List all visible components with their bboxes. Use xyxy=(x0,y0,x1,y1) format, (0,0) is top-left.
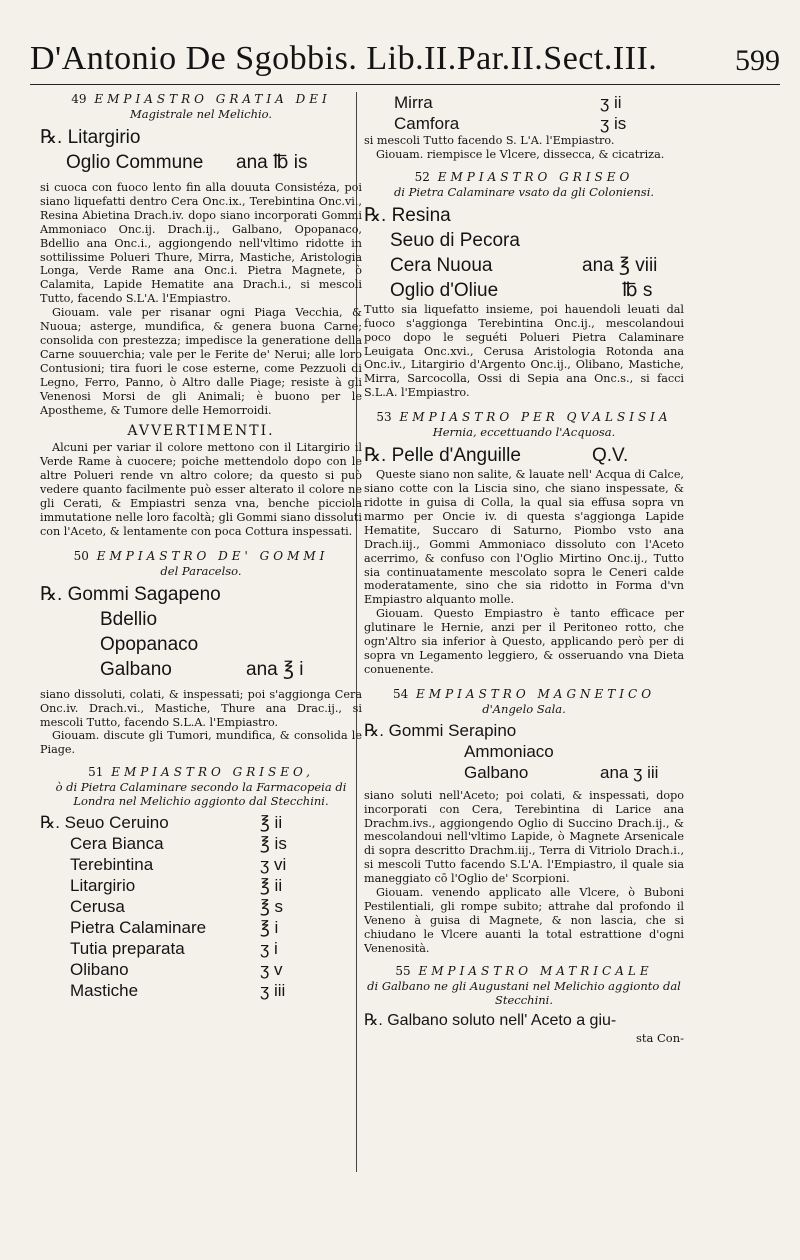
recipe-text: Queste siano non salite, & lauate nell' Acqua di Calce, siano cotte con la Liscia sino, che siano inspessate, & ridotte in guisa di Colla, la qual sia effusa sopra vn marmo per Oncie iv. di questa s'aggionga Lapide Hematite, Succaro di Saturno, Piombo vsto ana Drach.iij., Gommi Ammoniaco dissoluto con l'Aceto acerrimo, & confuso con l'Oglio Mirtino Onc.ij., Tutto sia continuatamente mescolato sopra le Ceneri calde moderatamente, sino che sia ridotto in Forma d'vn Empiastro alquanto molle. xyxy=(364,468,684,607)
recipe-number: 50 xyxy=(73,548,89,563)
recipe-heading xyxy=(364,687,684,702)
recipe-52 xyxy=(364,170,684,400)
recipe-heading xyxy=(40,765,362,780)
ingredient-name: Galbano xyxy=(100,658,172,680)
ingredient-name: ℞. Resina xyxy=(364,204,451,226)
ingredient-name: Galbano xyxy=(464,762,529,782)
recipe-virtues: Giouam. Questo Empiastro è tanto efficace per glutinare le Hernie, anzi per il Peritoneo rotto, che ogn'Altro sia inferior à Questo, applicando però per di sopra vn Legamento leggiero, & osseruando vna Dieta conuenente. xyxy=(364,607,684,676)
avvertimenti-title: AVVERTIMENTI. xyxy=(127,423,275,440)
ingredient-quantity: ʒ vi xyxy=(260,855,287,875)
recipe-49 xyxy=(40,92,362,417)
recipe-subheading: ò di Pietra Calaminare secondo la Farmacopeia di Londra nel Melichio aggionto dal Stecchini. xyxy=(55,780,347,809)
recipe-title: EMPIASTRO MAGNETICO xyxy=(416,686,656,701)
ingredient-name: Terebintina xyxy=(70,855,154,875)
ingredient-quantity: ʒ i xyxy=(260,939,278,959)
ingredient-line xyxy=(40,875,362,896)
recipe-number: 51 xyxy=(88,765,104,780)
ingredient-quantity: ℥ i xyxy=(260,918,279,938)
recipe-title: EMPIASTRO DE' GOMMI xyxy=(96,548,329,563)
recipe-text: siano dissoluti, colati, & inspessati; poi s'aggionga Cera Onc.iv. Drach.vi., Mastiche, Thure ana Drac.ij., si mescoli Tutto, facendo S.L.A. l'Empiastro. xyxy=(40,687,362,729)
recipe-title: EMPIASTRO PER QVALSISIA xyxy=(399,410,672,425)
ingredient-name: Olibano xyxy=(70,960,129,980)
ingredient-name: Seuo di Pecora xyxy=(390,229,520,251)
ingredient-line xyxy=(40,607,362,632)
ingredient-line xyxy=(364,92,684,113)
ingredient-name: Tutia preparata xyxy=(70,939,185,959)
ingredient-name: ℞. Litargirio xyxy=(40,127,141,148)
ingredient-name: Camfora xyxy=(394,114,460,133)
ingredient-line xyxy=(40,833,362,854)
recipe-heading xyxy=(364,410,684,425)
recipe-text: Tutto sia liquefatto insieme, poi hauendoli leuati dal fuoco s'aggionga Terebintina Onc.ij., mescolandoui poco dopo le seguéti Polueri Pietra Calaminare Leuigata Onc.xvi., Cerusa Aristologia Rotonda ana Onc.iv., Litargirio d'Argento Onc.ij., Olibano, Mastiche, Mirra, Sarcocolla, Ossi di Sepia ana Onc.s., si facci S.L.A. l'Empiastro. xyxy=(364,302,684,400)
ingredient-line xyxy=(40,854,362,875)
recipe-virtues: Giouam. vale per risanar ogni Piaga Vecchia, & Nuoua; asterge, mundifica, & genera buona Carne; consolida con prestezza; impedisce la generatione della Carne souuerchia; vale per le Ferite de' Nerui; alle loro Contusioni; tira fuori le cose esterne, come Pezzuoli di Legno, Ferro, Panno, ò Altro dalle Piage; resiste à gli Venenosi Morsi de gli Animali; è buono per le Apostheme, & Tumore delle Hemorroidi. xyxy=(40,306,362,417)
avvertimenti-section xyxy=(40,423,362,538)
ingredient-name: Litargirio xyxy=(70,876,136,896)
ingredient-line xyxy=(40,657,362,682)
recipe-virtues: Giouam. discute gli Tumori, mundifica, & consolida le Piage. xyxy=(40,729,362,757)
ingredient-name: Cerusa xyxy=(70,897,125,917)
recipe-first-line: ℞. Galbano soluto nell' Aceto a giu- xyxy=(364,1011,617,1029)
ingredient-line xyxy=(40,917,362,938)
ingredient-line xyxy=(40,582,362,607)
recipe-title: EMPIASTRO GRATIA DEI xyxy=(94,92,331,106)
ingredient-quantity: ana ℔ is xyxy=(236,152,308,173)
ingredient-quantity: ℥ ii xyxy=(260,876,283,896)
running-header xyxy=(30,40,780,85)
ingredient-line xyxy=(364,278,684,303)
avvertimenti-text: Alcuni per variar il colore mettono con il Litargirio il Verde Rame à cuocere; poiche mettendolo dopo con le altre Polueri rende vn altro colore; da questo si può vedere quanto facilmente può esser alterato il colore ne gli Cerati, & Empiastri senza vna, benche picciola immutatione nelle loro facoltà; gli Gommi siano dissoluti con l'Aceto, & lentamente con poca Cottura inspessati. xyxy=(40,441,362,538)
ingredient-line xyxy=(364,253,684,278)
recipe-number: 49 xyxy=(71,92,87,106)
recipe-51-continued xyxy=(364,92,684,162)
recipe-text: siano soluti nell'Aceto; poi colati, & inspessati, dopo incorporati con Cera, Terebintina di Larice ana Drachm.ivs., aggiongendo Oglio di Succino Drach.ij., & mescolandoui nell'vltimo Lapide, ò Magnete Arsenicale di sopra descritto Drachm.iij., Terra di Vitriolo Drach.i., si mescoli Tutto facendo S.L'A. l'Empiastro, il quale sia maneggiato cō l'Oglio de' Scorpioni. xyxy=(364,788,684,886)
recipe-51 xyxy=(40,765,362,1001)
recipe-heading xyxy=(40,549,362,564)
recipe-50 xyxy=(40,549,362,758)
ingredient-line xyxy=(40,938,362,959)
ingredient-quantity: ℥ s xyxy=(260,897,284,917)
ingredient-name: Oglio d'Oliue xyxy=(390,279,499,301)
ingredient-line xyxy=(40,959,362,980)
ingredient-line xyxy=(364,443,684,468)
ingredient-line xyxy=(364,720,684,741)
ingredient-line xyxy=(40,980,362,1001)
ingredient-line xyxy=(364,762,684,783)
ingredient-name: Bdellio xyxy=(100,608,158,630)
ingredient-quantity: ana ℥ viii xyxy=(582,254,658,276)
recipe-subheading: Magistrale nel Melichio. xyxy=(129,107,273,121)
ingredient-name: Cera Bianca xyxy=(70,834,164,854)
recipe-number: 52 xyxy=(414,169,430,184)
running-title: D'Antonio De Sgobbis. Lib.II.Par.II.Sect.III. xyxy=(30,40,658,77)
ingredient-quantity: ana ℥ i xyxy=(246,658,304,680)
recipe-heading xyxy=(40,92,362,107)
ingredient-line xyxy=(40,896,362,917)
ingredient-line xyxy=(364,203,684,228)
recipe-virtues: Giouam. riempisce le Vlcere, dissecca, & cicatriza. xyxy=(376,147,665,161)
page-number: 599 xyxy=(735,44,780,77)
ingredient-line xyxy=(40,632,362,657)
ingredient-name: Pietra Calaminare xyxy=(70,918,207,938)
catchword: sta Con- xyxy=(635,1030,684,1045)
recipe-heading xyxy=(364,170,684,185)
ingredient-quantity: ʒ v xyxy=(260,960,283,980)
recipe-text: si cuoca con fuoco lento fin alla douuta Consistéza, poi siano liquefatti dentro Cera Onc.ix., Terebintina Onc.vi., Resina Abietina Drach.iv. dopo siano incorporati Gommi Ammoniaco Onc.ij. Drach.ij., Galbano, Opopanaco, Bdellio ana Onc.i., aggiongendo nell'vltimo ridotte in sottilissime Polueri Thure, Mirra, Mastiche, Aristologia Longa, Verde Rame ana Onc.i. Pietra Magnete, ò Calamita, Lapide Hematite ana Drach.i., si mescoli Tutto, facendo S.L'A. l'Empiastro. xyxy=(40,181,362,306)
recipe-number: 54 xyxy=(392,686,409,701)
ingredient-name: ℞. Gommi Sagapeno xyxy=(40,583,221,605)
recipe-subheading: del Paracelso. xyxy=(160,563,242,578)
ingredient-line xyxy=(364,228,684,253)
ingredient-name: Ammoniaco xyxy=(464,741,554,761)
ingredient-quantity: ʒ iii xyxy=(260,981,286,1001)
right-column xyxy=(364,92,684,1045)
left-column xyxy=(40,92,362,1001)
ingredient-name: ℞. Gommi Serapino xyxy=(364,720,517,740)
ingredient-name: Mastiche xyxy=(70,981,139,1001)
ingredient-quantity: ℔ s xyxy=(622,279,653,301)
ingredient-name: ℞. Seuo Ceruino xyxy=(40,813,169,833)
recipe-55 xyxy=(364,964,684,1045)
ingredient-name: Oglio Commune xyxy=(66,152,204,173)
recipe-title: EMPIASTRO MATRICALE xyxy=(418,963,653,978)
ingredient-quantity: ℥ ii xyxy=(260,813,283,833)
ingredient-quantity: ʒ is xyxy=(600,114,627,133)
recipe-subheading: di Pietra Calaminare vsato da gli Coloniensi. xyxy=(393,184,655,199)
ingredient-quantity: Q.V. xyxy=(592,445,629,467)
recipe-virtues: Giouam. venendo applicato alle Vlcere, ò Buboni Pestilentiali, gli rompe subito; attrahe dal profondo il Veneno à guisa di Magnete, & non lascia, che si chiudano le Vlcere auanti la total estrattione d'ogni Venenosità. xyxy=(364,886,684,955)
ingredient-quantity: ℥ is xyxy=(260,834,287,854)
recipe-heading xyxy=(364,964,684,979)
recipe-subheading: d'Angelo Sala. xyxy=(482,701,566,716)
ingredient-quantity: ana ʒ iii xyxy=(600,762,659,782)
recipe-number: 53 xyxy=(376,410,392,425)
ingredient-name: Mirra xyxy=(394,93,433,112)
ingredient-line xyxy=(364,741,684,762)
recipe-subheading: Hernia, eccettuando l'Acquosa. xyxy=(432,425,616,440)
ingredient-line xyxy=(40,125,362,150)
ingredient-line xyxy=(40,812,362,833)
recipe-title: EMPIASTRO GRISEO xyxy=(437,169,634,184)
ingredient-line xyxy=(364,113,684,134)
ingredient-name: Cera Nuoua xyxy=(390,254,493,276)
ingredient-name: ℞. Pelle d'Anguille xyxy=(364,445,521,467)
recipe-number: 55 xyxy=(395,963,411,978)
recipe-text: si mescoli Tutto facendo S. L'A. l'Empiastro. xyxy=(364,134,615,147)
ingredient-name: Opopanaco xyxy=(100,633,199,655)
ingredient-quantity: ʒ ii xyxy=(600,93,622,112)
recipe-subheading: di Galbano ne gli Augustani nel Melichio aggionto dal Stecchini. xyxy=(367,978,681,1007)
recipe-54 xyxy=(364,687,684,956)
recipe-53 xyxy=(364,410,684,677)
ingredient-line xyxy=(40,150,362,175)
recipe-title: EMPIASTRO GRISEO, xyxy=(111,765,314,780)
